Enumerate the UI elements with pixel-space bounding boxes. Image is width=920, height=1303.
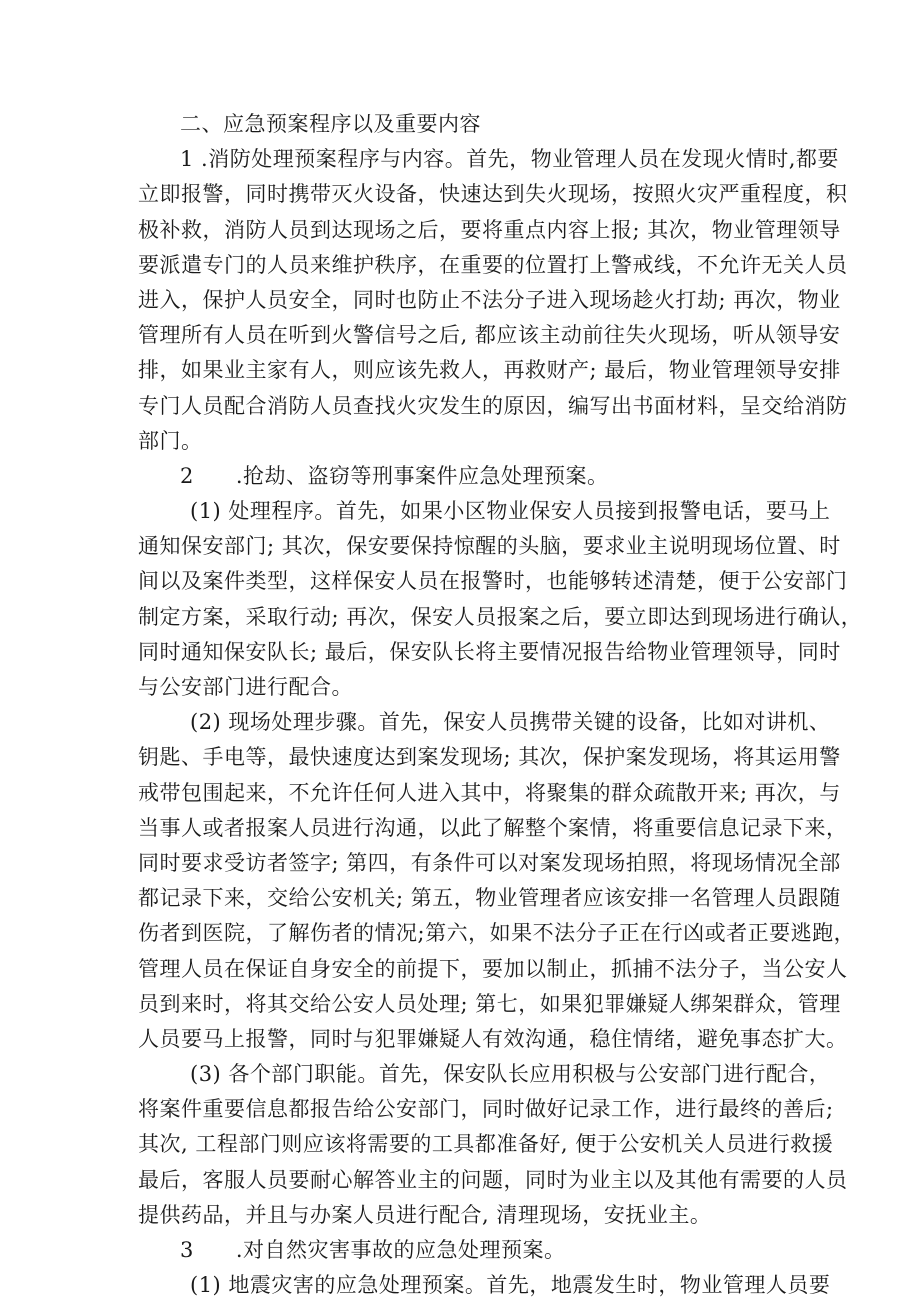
line-text: 都记录下来，交给公安机关; 第五，物业管理者应该安排一名管理人员跟随 [138,886,841,911]
text-line [138,177,848,212]
line-text: 排，如果业主家有人，则应该先救人，再救财产; 最后，物业管理领导安排 [138,358,841,383]
line-text: 同时通知保安队长; 最后，保安队长将主要情况报告给物业管理领导，同时 [138,639,841,664]
line-text: .抢劫、盗窃等刑事案件应急处理预案。 [235,463,609,488]
text-line [138,1198,798,1233]
text-line [138,1057,831,1092]
line-text: 通知保安部门; 其次，保安要保持惊醒的头脑，要求业主说明现场位置、时 [138,534,841,559]
text-line [138,1163,848,1198]
text-line [138,846,841,881]
text-line [138,318,841,353]
text-line [138,564,848,599]
line-text: 间以及案件类型，这样保安人员在报警时，也能够转述清楚，便于公安部门 [138,569,848,594]
text-line [138,705,831,740]
text-line [138,248,848,283]
line-text: 管理所有人员在听到火警信号之后, 都应该主动前往失火现场，听从领导安 [138,323,841,348]
line-text: 最后，客服人员要耐心解答业主的问题，同时为业主以及其他有需要的人员 [138,1167,848,1192]
line-text: 将案件重要信息都报告给公安部门，同时做好记录工作，进行最终的善后; [138,1097,834,1122]
text-line [138,1127,834,1162]
line-text: 当事人或者报案人员进行沟通，以此了解整个案情，将重要信息记录下来， [138,815,848,840]
text-line [138,811,848,846]
line-text: 同时要求受访者签字; 第四，有条件可以对案发现场拍照，将现场情况全部 [138,850,841,875]
text-line [138,529,841,564]
text-line [138,740,841,775]
line-text: (1) 处理程序。首先，如果小区物业保安人员接到报警电话，要马上 [190,499,831,524]
section-number: 3 [180,1238,194,1262]
line-text: 二、应急预案程序以及重要内容 [180,112,481,136]
line-text: 与公安部门进行配合。 [138,675,353,699]
line-text: 要派遣专门的人员来维护秩序，在重要的位置打上警戒线，不允许无关人员 [138,252,848,277]
line-text: 员到来时，将其交给公安人员处理; 第七，如果犯罪嫌疑人绑架群众，管理 [138,991,841,1016]
line-text: (1) 地震灾害的应急处理预案。首先，地震发生时，物业管理人员要 [190,1273,831,1298]
text-line [138,353,841,388]
line-text: 伤者到医院，了解伤者的情况;第六，如果不法分子正在行凶或者正要逃跑， [138,921,856,946]
text-line [138,389,848,424]
text-line [138,494,831,529]
line-text: 其次, 工程部门则应该将需要的工具都准备好, 便于公安机关人员进行救援 [138,1132,834,1157]
text-line [138,424,798,459]
line-text: 人员要马上报警，同时与犯罪嫌疑人有效沟通，稳住情绪，避免事态扩大。 [138,1026,848,1051]
line-text: 极补救，消防人员到达现场之后，要将重点内容上报; 其次，物业管理领导 [138,217,841,242]
line-text: 1 .消防处理预案程序与内容。首先，物业管理人员在发现火情时,都要 [180,147,839,172]
text-line [138,987,841,1022]
text-line [138,1233,798,1268]
line-text: 进入，保护人员安全，同时也防止不法分子进入现场趁火打劫; 再次，物业 [138,287,841,312]
text-line [138,916,856,951]
text-line [138,635,841,670]
text-line [138,283,841,318]
text-line [138,1092,834,1127]
text-line [138,670,798,705]
line-text: (3) 各个部门职能。首先，保安队长应用积极与公安部门进行配合， [190,1062,831,1087]
text-line [138,881,841,916]
text-line [138,776,841,811]
line-text: 戒带包围起来，不允许任何人进入其中，将聚集的群众疏散开来; 再次，与 [138,780,841,805]
line-text: 管理人员在保证自身安全的前提下，要加以制止，抓捕不法分子，当公安人 [138,956,848,981]
line-text: 提供药品，并且与办案人员进行配合, 清理现场，安抚业主。 [138,1202,712,1227]
text-line [138,459,798,494]
line-text: 部门。 [138,428,203,453]
line-text: (2) 现场处理步骤。首先，保安人员携带关键的设备，比如对讲机、 [190,710,831,735]
text-line [138,1022,848,1057]
text-line [138,952,848,987]
line-text: 专门人员配合消防人员查找火灾发生的原因，编写出书面材料，呈交给消防 [138,393,848,418]
line-text: 钥匙、手电等，最快速度达到案发现场; 其次，保护案发现场，将其运用警 [138,745,841,770]
line-text: .对自然灾害事故的应急处理预案。 [235,1238,566,1262]
text-line [138,107,798,142]
document-body [138,107,863,1303]
line-text: 立即报警，同时携带灭火设备，快速达到失火现场，按照火灾严重程度，积 [138,182,848,207]
line-text: 制定方案，采取行动; 再次，保安人员报案之后，要立即达到现场进行确认， [138,604,863,629]
text-line [138,600,863,635]
section-number: 2 [180,463,194,488]
text-line [138,213,841,248]
text-line [138,142,839,177]
text-line [138,1268,831,1303]
